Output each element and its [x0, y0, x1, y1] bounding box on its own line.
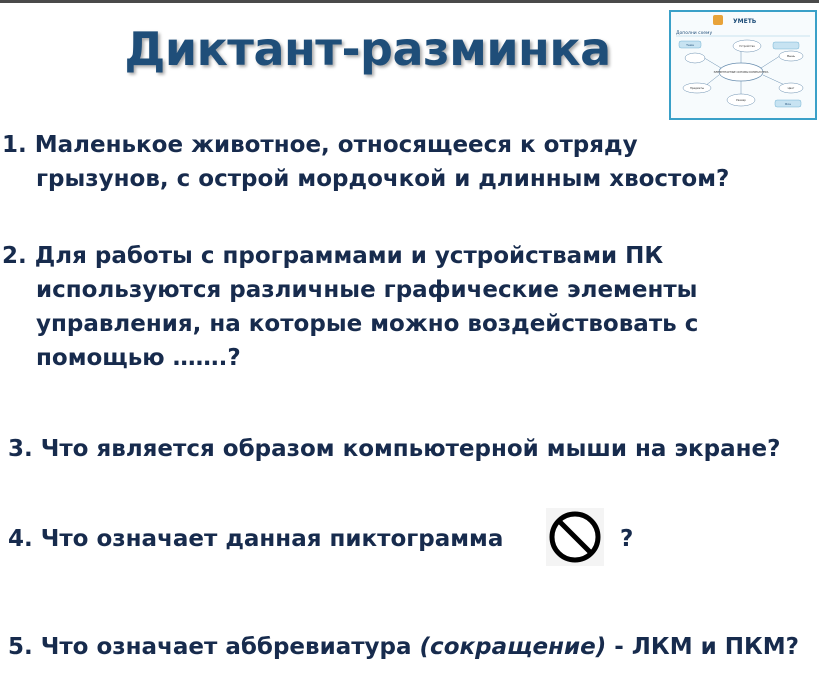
thumbnail-node-2: Устройства: [739, 45, 755, 48]
thumbnail-header: УМЕТЬ: [733, 18, 757, 25]
question-5-number: 5.: [8, 634, 33, 660]
question-5-text-after: - ЛКМ и ПКМ?: [614, 634, 800, 660]
question-4-text: Что означает данная пиктограмма: [40, 526, 504, 552]
prohibition-icon: [546, 508, 604, 566]
question-1-line-2: грызунов, с острой мордочкой и длинным хвостом?: [36, 166, 730, 192]
question-3: [8, 432, 780, 466]
question-3-number: 3.: [8, 436, 33, 462]
question-5: [8, 630, 799, 664]
top-rule: [0, 0, 819, 3]
question-2-line-1: Для работы с программами и устройствами ПК: [34, 243, 664, 269]
slide-thumbnail: [669, 10, 817, 120]
thumbnail-subtitle: Дополни схему: [676, 31, 713, 36]
question-1-line-1: Маленькое животное, относящееся к отряду: [34, 132, 638, 158]
thumbnail-node-3: Мышь: [786, 55, 796, 58]
thumbnail-node-7: Фон: [784, 102, 792, 106]
question-2-number: 2.: [2, 243, 27, 269]
thumbnail-node-1: Тема: [686, 43, 694, 47]
question-2-line-2: используются различные графические элементы: [36, 277, 698, 303]
question-4: [8, 522, 503, 556]
question-5-text-italic: (сокращение): [419, 634, 607, 660]
question-1: [2, 128, 729, 196]
question-1-number: 1.: [2, 132, 27, 158]
thumbnail-node-4: Предметы: [689, 87, 705, 90]
question-5-text-before: Что означает аббревиатура: [40, 634, 412, 660]
thumbnail-node-6: Размер: [736, 99, 746, 102]
thumbnail-center: ЭЛЕМЕНТАРНЫЕ ОСНОВЫ КОМПЬЮТЕРА: [713, 71, 769, 74]
slide-title: Диктант-разминка: [124, 22, 611, 76]
question-2: [2, 239, 698, 375]
question-3-text: Что является образом компьютерной мыши на экране?: [40, 436, 781, 462]
question-2-line-4: помощью …….?: [36, 345, 241, 371]
question-4-suffix: ?: [620, 526, 634, 552]
question-4-number: 4.: [8, 526, 33, 552]
thumbnail-node-5: Цвет: [787, 87, 795, 90]
question-2-line-3: управления, на которые можно воздействовать с: [36, 311, 699, 337]
